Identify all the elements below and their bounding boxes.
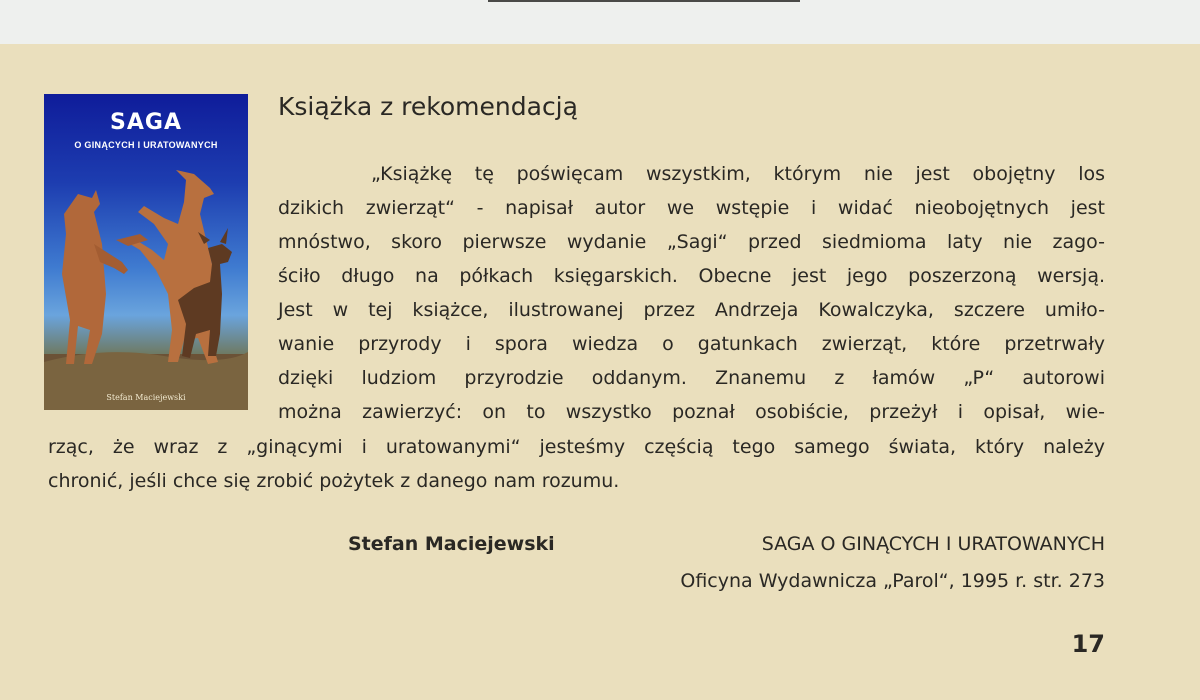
paragraph-line: chronić, jeśli chce się zrobić pożytek z danego nam rozumu. (48, 470, 620, 492)
article-heading: Książka z rekomendacją (278, 92, 578, 121)
cover-title: SAGA (110, 110, 182, 135)
credit-publisher: Oficyna Wydawnicza „Parol“, 1995 r. str. 273 (680, 570, 1105, 592)
paragraph-line: dzięki ludziom przyrodzie oddanym. Znanemu z łamów „P“ autorowi (278, 367, 1105, 389)
magazine-page (0, 44, 1200, 700)
page-number: 17 (1071, 630, 1105, 658)
cover-author: Stefan Maciejewski (106, 393, 186, 402)
top-strip (0, 0, 1200, 46)
paragraph-line: dzikich zwierząt“ - napisał autor we wstępie i widać nieobojętnych jest (278, 197, 1105, 219)
top-rule (488, 0, 800, 2)
cover-subtitle: O GINĄCYCH I URATOWANYCH (74, 140, 218, 150)
paragraph-line: „Książkę tę poświęcam wszystkim, którym nie jest obojętny los (371, 163, 1105, 185)
paragraph-line: wanie przyrody i spora wiedza o gatunkach zwierząt, które przetrwały (278, 333, 1105, 355)
book-cover (44, 94, 248, 410)
paragraph-line: Jest w tej książce, ilustrowanej przez Andrzeja Kowalczyka, szczere umiło- (278, 299, 1105, 321)
paragraph-line: rząc, że wraz z „ginącymi i uratowanymi“ jesteśmy częścią tego samego świata, który należy (48, 436, 1105, 458)
paragraph-line: mnóstwo, skoro pierwsze wydanie „Sagi“ przed siedmioma laty nie zago- (278, 231, 1105, 253)
credit-book-title: SAGA O GINĄCYCH I URATOWANYCH (761, 533, 1105, 555)
credit-author: Stefan Maciejewski (348, 533, 555, 555)
paragraph-line: ściło długo na półkach księgarskich. Obecne jest jego poszerzoną wersją. (278, 265, 1105, 287)
paragraph-line: można zawierzyć: on to wszystko poznał osobiście, przeżył i opisał, wie- (278, 401, 1105, 423)
